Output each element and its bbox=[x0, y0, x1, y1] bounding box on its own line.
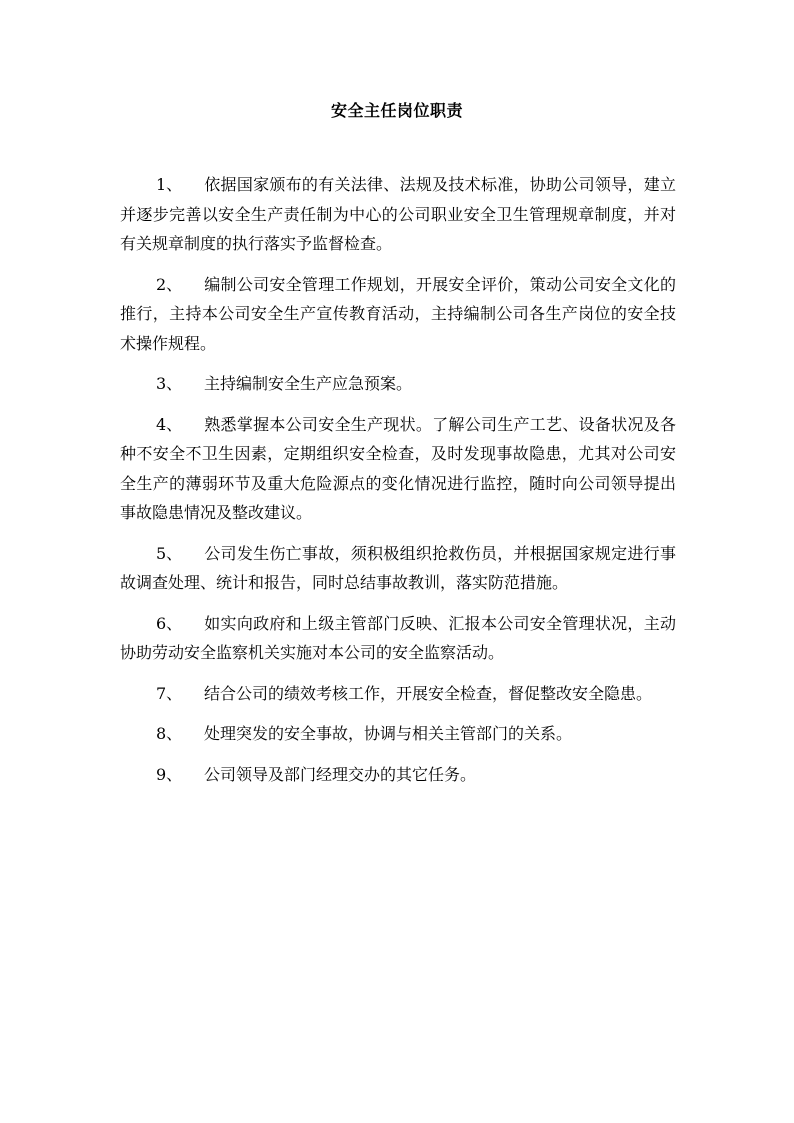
duty-text: 如实向政府和上级主管部门反映、汇报本公司安全管理状况，主动协助劳动安全监察机关实施对本公司的安全监察活动。 bbox=[120, 613, 676, 662]
duty-number: 3、 bbox=[156, 374, 183, 393]
duty-item-1 bbox=[120, 170, 676, 259]
duty-number: 4、 bbox=[156, 414, 183, 434]
duty-number: 2、 bbox=[156, 274, 183, 294]
duty-text: 依据国家颁布的有关法律、法规及技术标准，协助公司领导，建立并逐步完善以安全生产责任制为中心的公司职业安全卫生管理规章制度，并对有关规章制度的执行落实予监督检查。 bbox=[120, 175, 676, 253]
document-title: 安全主任岗位职责 bbox=[330, 101, 463, 120]
duty-number: 1、 bbox=[156, 175, 183, 194]
duty-number: 7、 bbox=[156, 683, 183, 703]
duty-text: 处理突发的安全事故，协调与相关主管部门的关系。 bbox=[204, 724, 573, 743]
duty-text: 公司发生伤亡事故，须积极组织抢救伤员，并根据国家规定进行事故调查处理、统计和报告，同时总结事故教训，落实防范措施。 bbox=[120, 543, 676, 592]
duty-number: 6、 bbox=[156, 613, 183, 633]
duty-item-8 bbox=[120, 719, 676, 749]
duty-item-4 bbox=[120, 410, 676, 528]
duty-text: 结合公司的绩效考核工作，开展安全检查，督促整改安全隐患。 bbox=[204, 683, 653, 703]
duty-item-2 bbox=[120, 270, 676, 359]
duty-number: 5、 bbox=[156, 543, 183, 563]
duty-item-9 bbox=[120, 760, 676, 790]
duty-item-3 bbox=[120, 369, 676, 399]
duty-number: 9、 bbox=[156, 764, 183, 784]
duty-number: 8、 bbox=[156, 724, 183, 743]
duty-text: 熟悉掌握本公司安全生产现状。了解公司生产工艺、设备状况及各种不安全不卫生因素，定期组织安全检查，及时发现事故隐患，尤其对公司安全生产的薄弱环节及重大危险源点的变化情况进行监控，随时向公司领导提出事故隐患情况及整改建议。 bbox=[120, 414, 676, 522]
duty-item-7 bbox=[120, 679, 676, 709]
duty-text: 编制公司安全管理工作规划，开展安全评价，策动公司安全文化的推行，主持本公司安全生产宣传教育活动，主持编制公司各生产岗位的安全技术操作规程。 bbox=[120, 274, 676, 353]
duty-text: 主持编制安全生产应急预案。 bbox=[204, 374, 413, 393]
duties-list bbox=[120, 170, 676, 800]
duty-item-5 bbox=[120, 539, 676, 598]
duty-item-6 bbox=[120, 609, 676, 668]
duty-text: 公司领导及部门经理交办的其它任务。 bbox=[204, 764, 477, 784]
